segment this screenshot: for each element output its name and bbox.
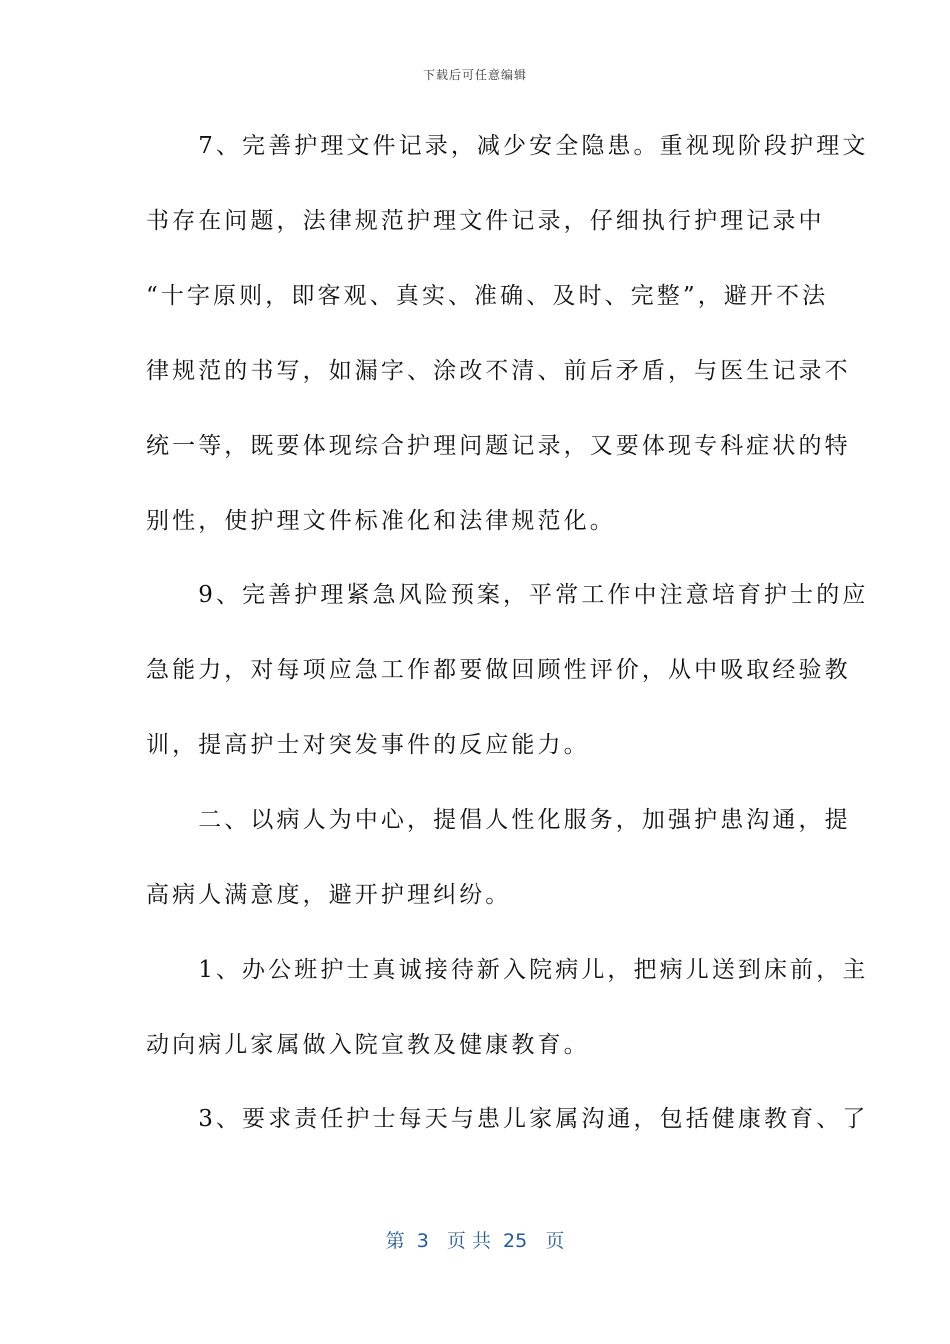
text-line: 书存在问题，法律规范护理文件记录，仔细执行护理记录中	[146, 208, 825, 234]
text-line: 别性，使护理文件标准化和法律规范化。	[146, 508, 616, 534]
text-line: 训，提高护士对突发事件的反应能力。	[146, 732, 590, 758]
page-number-footer: 第 3 页 共 25 页	[385, 1230, 565, 1252]
text-line: 二、以病人为中心，提倡人性化服务，加强护患沟通，提	[146, 807, 851, 833]
text-line: 动向病儿家属做入院宣教及健康教育。	[146, 1032, 590, 1058]
text-line: 1、办公班护士真诚接待新入院病儿，把病儿送到床前，主	[146, 957, 869, 983]
text-line: 9、完善护理紧急风险预案，平常工作中注意培育护士的应	[146, 582, 869, 608]
text-line: 急能力，对每项应急工作都要做回顾性评价，从中吸取经验教	[146, 657, 851, 683]
text-line: “十字原则，即客观、真实、准确、及时、完整”，避开不法	[146, 283, 829, 309]
page-header: 下载后可任意编辑	[422, 68, 527, 82]
text-line: 7、完善护理文件记录，减少安全隐患。重视现阶段护理文	[146, 133, 869, 159]
text-line: 3、要求责任护士每天与患儿家属沟通，包括健康教育、了	[146, 1106, 869, 1132]
text-line: 高病人满意度，避开护理纠纷。	[146, 882, 512, 908]
text-line: 律规范的书写，如漏字、涂改不清、前后矛盾，与医生记录不	[146, 358, 851, 384]
text-line: 统一等，既要体现综合护理问题记录，又要体现专科症状的特	[146, 433, 851, 459]
